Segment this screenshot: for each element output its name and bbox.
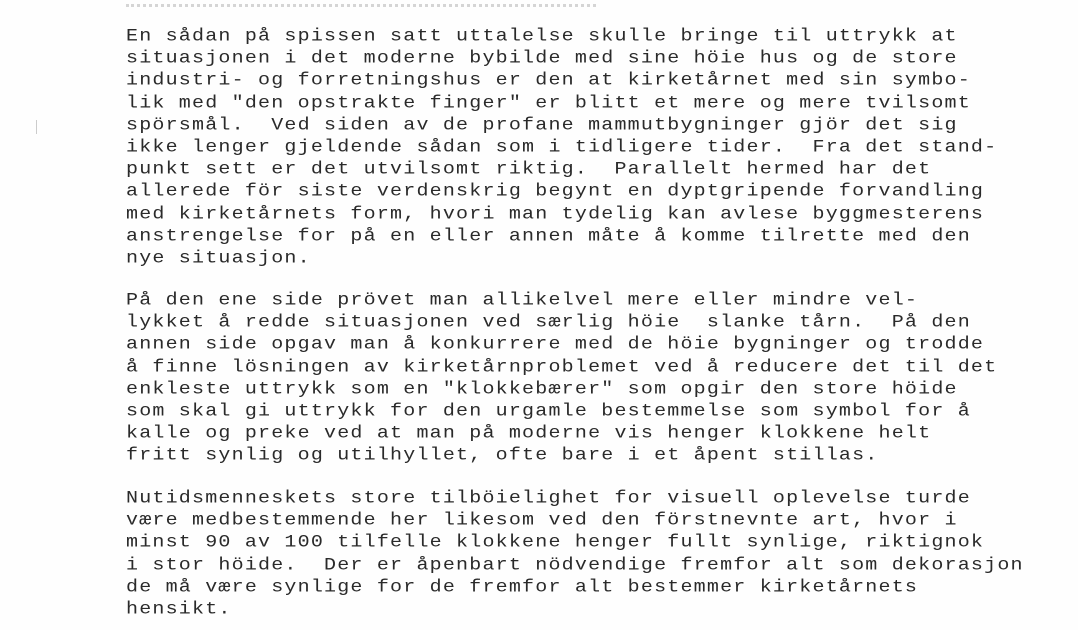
text-line: spörsmål. Ved siden av de profane mammutbygninger gjör det sig xyxy=(126,114,958,136)
text-line: ikke lenger gjeldende sådan som i tidligere tider. Fra det stand- xyxy=(126,137,998,158)
text-line: å finne lösningen av kirketårnproblemet ved å reducere det til det xyxy=(126,356,998,378)
text-line: allerede för siste verdenskrig begynt en dyptgripende forvandling xyxy=(126,181,985,203)
text-line: hensikt. xyxy=(126,599,232,620)
text-line: kalle og preke ved at man på moderne vis henger klokkene helt xyxy=(126,423,932,445)
text-line: enkleste uttrykk som en "klokkebærer" som opgir den store höide xyxy=(126,378,958,400)
text-line: de må være synlige for de fremfor alt bestemmer kirketårnets xyxy=(126,576,919,598)
paragraph-3 xyxy=(126,488,1024,621)
text-line: minst 90 av 100 tilfelle klokkene henger fullt synlige, riktignok xyxy=(126,532,985,554)
text-line: lykket å redde situasjonen ved særlig höie slanke tårn. På den xyxy=(126,312,971,334)
text-line: Nutidsmenneskets store tilböielighet for visuell oplevelse turde xyxy=(126,488,971,509)
text-line: med kirketårnets form, hvori man tydelig kan avlese byggmesterens xyxy=(126,203,985,225)
text-line: situasjonen i det moderne bybilde med sine höie hus og de store xyxy=(126,48,958,70)
text-line: være medbestemmende her likesom ved den förstnevnte art, hvor i xyxy=(126,510,958,532)
text-line: lik med "den opstrakte finger" er blitt et mere og mere tvilsomt xyxy=(126,92,971,114)
text-line: fritt synlig og utilhyllet, ofte bare i et åpent stillas. xyxy=(126,445,879,467)
text-line: annen side opgav man å konkurrere med de höie bygninger og trodde xyxy=(126,334,985,356)
text-line: anstrengelse for på en eller annen måte å komme tilrette med den xyxy=(126,225,971,247)
margin-mark xyxy=(36,120,37,134)
paragraph-1 xyxy=(126,26,997,270)
text-line: På den ene side prövet man allikelvel mere eller mindre vel- xyxy=(126,290,919,311)
paragraph-2 xyxy=(126,290,997,468)
cut-off-line xyxy=(126,0,596,7)
text-line: i stor höide. Der er åpenbart nödvendige fremfor alt som dekorasjon xyxy=(126,554,1024,576)
text-line: nye situasjon. xyxy=(126,248,311,269)
text-line: industri- og forretningshus er den at kirketårnet med sin symbo- xyxy=(126,70,971,92)
text-line: En sådan på spissen satt uttalelse skulle bringe til uttrykk at xyxy=(126,26,958,47)
text-line: som skal gi uttrykk for den urgamle bestemmelse som symbol for å xyxy=(126,401,971,422)
text-line: punkt sett er det utvilsomt riktig. Parallelt hermed har det xyxy=(126,159,932,181)
